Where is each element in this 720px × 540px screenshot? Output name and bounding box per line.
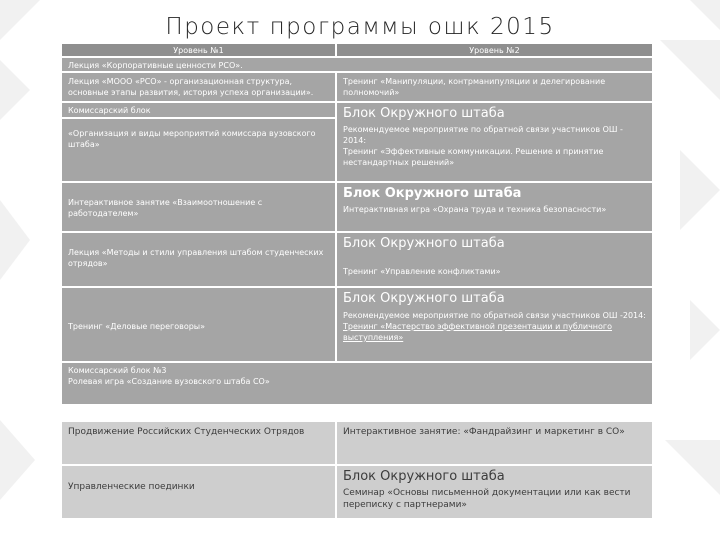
row3-left-top: Комиссарский блок xyxy=(62,103,335,117)
row8-right-text: Интерактивное занятие: «Фандрайзинг и маркетинг в СО» xyxy=(343,427,625,437)
row6-right-line2: Тренинг «Мастерство эффективной презентации и публичного выступления» xyxy=(343,322,613,342)
row2-left: Лекция «МООО «РСО» - организационная структура, основные этапы развития, история успеха организации». xyxy=(62,73,335,101)
header-level-2: Уровень №2 xyxy=(337,44,652,56)
row9-left-text: Управленческие поединки xyxy=(68,482,195,492)
row6-left: Тренинг «Деловые переговоры» xyxy=(62,288,335,361)
row3-right-block-title: Блок Окружного штаба xyxy=(343,106,505,121)
row8-left xyxy=(62,422,335,464)
row8-right xyxy=(337,422,652,464)
row5-right xyxy=(337,233,652,286)
page-title: Проект программы ошк 2015 xyxy=(165,14,555,40)
row3-right xyxy=(337,103,652,181)
row6-right xyxy=(337,288,652,361)
row4-left: Интерактивное занятие «Взаимоотношение с работодателем» xyxy=(62,183,335,231)
row5-right-block-title: Блок Окружного штаба xyxy=(343,236,505,251)
row3-right-line2: Тренинг «Эффективные коммуникации. Решение и принятие нестандартных решений» xyxy=(343,147,604,167)
row6-right-line1: Рекомендуемое мероприятие по обратной связи участников ОШ -2014: xyxy=(343,311,646,320)
row4-right xyxy=(337,183,652,231)
row9-right-block-title: Блок Окружного штаба xyxy=(343,469,505,484)
header-level-1: Уровень №1 xyxy=(62,44,335,56)
row4-right-block-title: Блок Окружного штаба xyxy=(343,186,522,201)
row1-left: Лекция «Корпоративные ценности РСО». xyxy=(62,58,652,71)
row3-right-line1: Рекомендуемое мероприятие по обратной связи участников ОШ - 2014: xyxy=(343,125,623,145)
row5-left: Лекция «Методы и стили управления штабом студенческих отрядов» xyxy=(62,233,335,286)
row3-left-bottom: «Организация и виды мероприятий комиссара вузовского штаба» xyxy=(62,119,335,181)
row2-right: Тренинг «Манипуляции, контрманипуляции и делегирование полномочий» xyxy=(337,73,652,101)
row9-right xyxy=(337,466,652,518)
row5-right-text: Тренинг «Управление конфликтами» xyxy=(343,267,501,276)
program-table xyxy=(62,44,652,536)
row6-right-block-title: Блок Окружного штаба xyxy=(343,291,505,306)
row7 xyxy=(62,363,652,404)
row9-right-text: Семинар «Основы письменной документации или как вести переписку с партнерами» xyxy=(343,488,631,510)
row7-line1: Комиссарский блок №3 xyxy=(68,366,167,375)
row4-right-text: Интерактивная игра «Охрана труда и техника безопасности» xyxy=(343,205,607,214)
row7-line2: Ролевая игра «Создание вузовского штаба СО» xyxy=(68,377,270,386)
row9-left xyxy=(62,466,335,518)
row8-left-text: Продвижение Российских Студенческих Отрядов xyxy=(68,427,305,437)
